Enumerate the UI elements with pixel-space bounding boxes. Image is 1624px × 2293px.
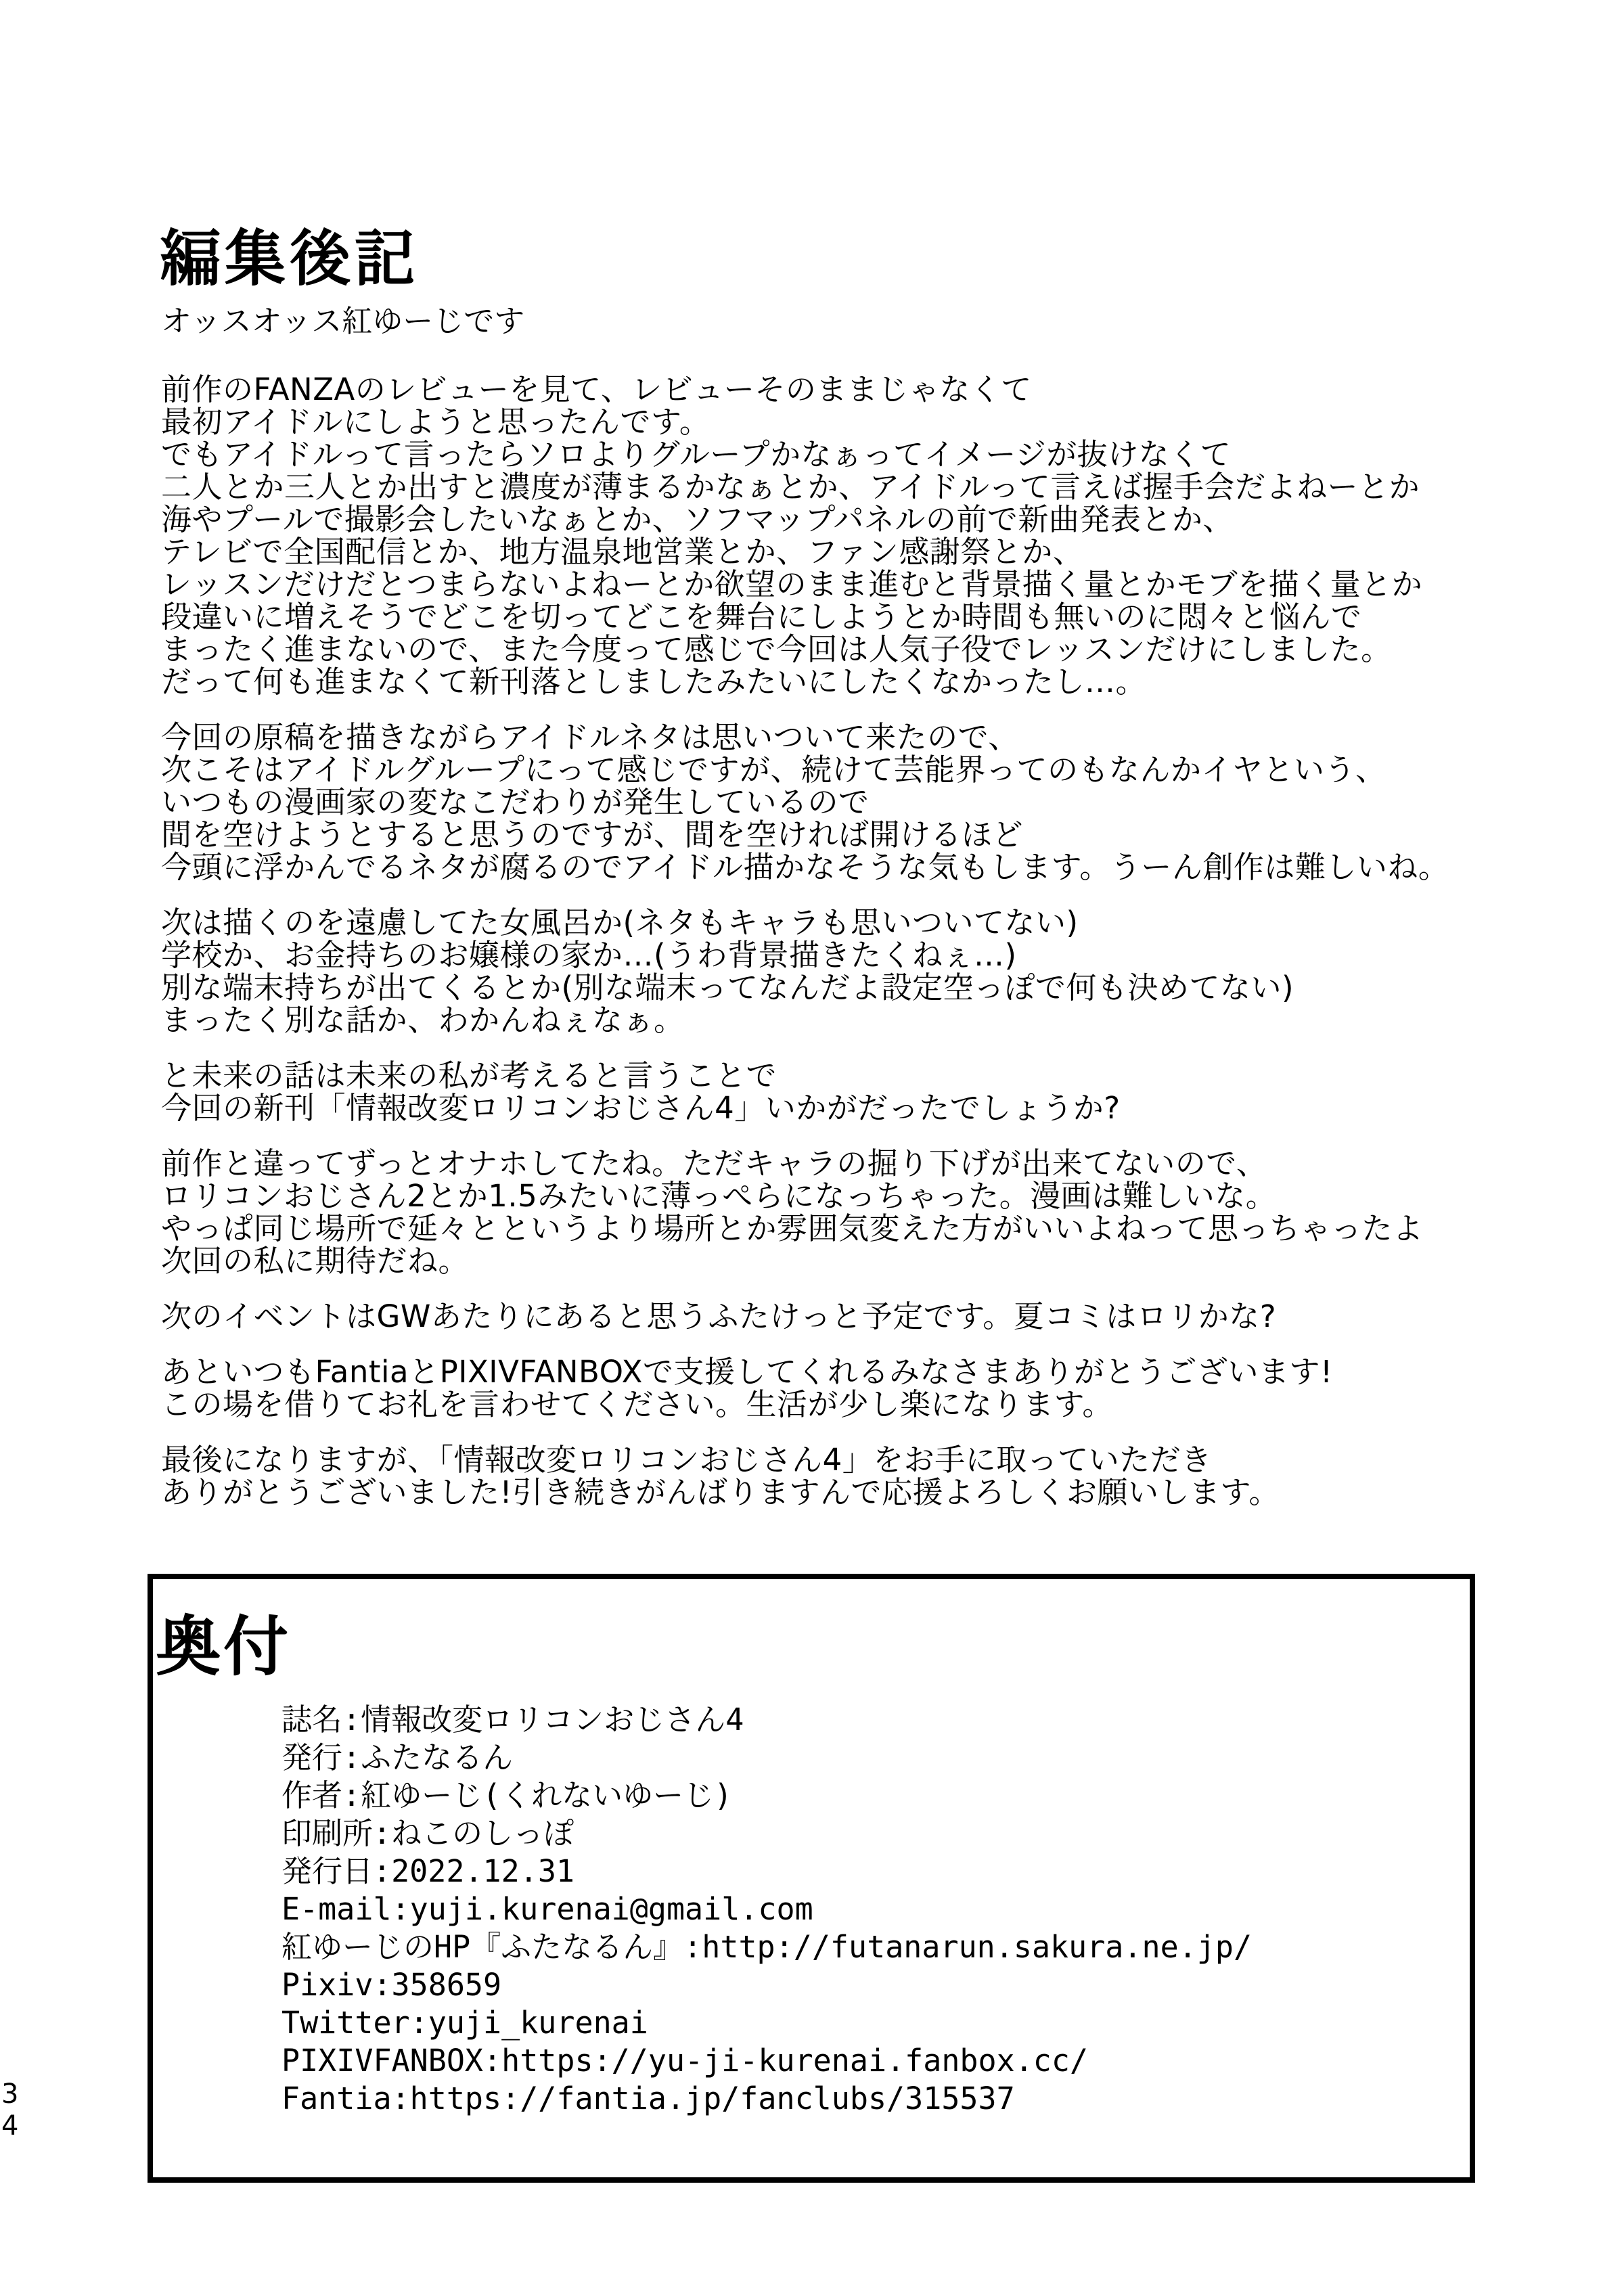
afterword-paragraph-5	[161, 1145, 1514, 1279]
afterword-line: 前作のFANZAのレビューを見て、レビューそのままじゃなくて	[161, 371, 1032, 407]
afterword-line: 次は描くのを遠慮してた女風呂か(ネタもキャラも思いついてない)	[161, 905, 1079, 940]
afterword-line: あといつもFantiaとPIXIVFANBOXで支援してくれるみなさまありがとうございます!	[161, 1354, 1333, 1390]
afterword-line: テレビで全国配信とか、地方温泉地営業とか、ファン感謝祭とか、	[161, 534, 1084, 570]
afterword-line: 段違いに増えそうでどこを切ってどこを舞台にしようとか時間も無いのに悶々と悩んで	[161, 599, 1362, 635]
colophon-entry-printer: 印刷所:ねこのしっぽ	[281, 1815, 574, 1851]
afterword-line: だって何も進まなくて新刊落としましたみたいにしたくなかったし…。	[161, 664, 1147, 700]
colophon-entry-publisher: 発行:ふたなるん	[281, 1740, 514, 1775]
afterword-line: ロリコンおじさん2とか1.5みたいに薄っぺらになっちゃった。漫画は難しいな。	[161, 1178, 1277, 1214]
afterword-paragraph-7	[161, 1356, 1514, 1421]
afterword-paragraph-3	[161, 907, 1514, 1037]
colophon-entry-fantia: Fantia:https://fantia.jp/fanclubs/315537	[281, 2081, 1015, 2116]
afterword-line: 海やプールで撮影会したいなぁとか、ソフマップパネルの前で新曲発表とか、	[161, 501, 1234, 537]
afterword-line: 学校か、お金持ちのお嬢様の家か…(うわ背景描きたくねぇ…)	[161, 937, 1017, 973]
afterword-line: 次こそはアイドルグループにって感じですが、続けて芸能界ってのもなんかイヤという、	[161, 752, 1386, 788]
afterword-line: 今頭に浮かんでるネタが腐るのでアイドル描かなそうな気もします。うーん創作は難しいね。	[161, 849, 1449, 885]
afterword-line: 今回の原稿を描きながらアイドルネタは思いついて来たので、	[161, 719, 1019, 755]
afterword-title: 編集後記	[160, 223, 420, 295]
afterword-line: 最後になりますが、「情報改変ロリコンおじさん4」をお手に取っていただき	[161, 1442, 1212, 1478]
afterword-line: 間を空けようとすると思うのですが、間を空ければ開けるほど	[161, 817, 1024, 853]
page-number-digit: 3	[1, 2079, 19, 2110]
afterword-line: まったく進まないので、また今度って感じで今回は人気子役でレッスンだけにしました。	[161, 631, 1392, 667]
colophon-entries	[281, 1701, 1470, 2118]
afterword-line: でもアイドルって言ったらソロよりグループかなぁってイメージが抜けなくて	[161, 436, 1232, 472]
afterword-paragraph-2	[161, 721, 1514, 884]
colophon-entry-author: 作者:紅ゆーじ(くれないゆーじ)	[281, 1777, 733, 1813]
colophon-box	[148, 1574, 1475, 2183]
afterword-line: 次回の私に期待だね。	[161, 1243, 470, 1279]
afterword-greeting: オッスオッス紅ゆーじです	[161, 303, 525, 339]
colophon-entry-email: E-mail:yuji.kurenai@gmail.com	[281, 1891, 813, 1927]
afterword-paragraph-1	[161, 373, 1514, 698]
afterword-line: やっぱ同じ場所で延々とというより場所とか雰囲気変えた方がいいよねって思っちゃったよ	[161, 1210, 1424, 1246]
afterword-line: ありがとうございました!引き続きがんばりますんで応援よろしくお願いします。	[161, 1474, 1280, 1510]
page-number	[1, 2079, 18, 2142]
afterword-body	[161, 373, 1514, 1532]
colophon-entry-pixivfanbox: PIXIVFANBOX:https://yu-ji-kurenai.fanbox.cc/	[281, 2043, 1089, 2079]
colophon-entry-pixiv: Pixiv:358659	[281, 1967, 502, 2003]
afterword-paragraph-8	[161, 1444, 1514, 1509]
afterword-line: 最初アイドルにしようと思ったんです。	[161, 404, 710, 440]
page-number-digit: 4	[1, 2110, 19, 2141]
afterword-line: と未来の話は未来の私が考えると言うことで	[161, 1058, 777, 1093]
afterword-line: まったく別な話か、わかんねぇなぁ。	[161, 1002, 685, 1038]
colophon-entry-date: 発行日:2022.12.31	[281, 1853, 575, 1889]
colophon-entry-title: 誌名:情報改変ロリコンおじさん4	[281, 1702, 744, 1738]
afterword-line: 別な端末持ちが出てくるとか(別な端末ってなんだよ設定空っぽで何も決めてない)	[161, 970, 1294, 1005]
afterword-line: 前作と違ってずっとオナホしてたね。ただキャラの掘り下げが出来てないので、	[161, 1145, 1267, 1181]
colophon-title: 奥付	[156, 1609, 291, 1685]
colophon-entry-twitter: Twitter:yuji_kurenai	[281, 2005, 648, 2041]
afterword-line: 次のイベントはGWあたりにあると思うふたけっと予定です。夏コミはロリかな?	[161, 1298, 1277, 1334]
afterword-paragraph-4	[161, 1060, 1514, 1125]
afterword-line: いつもの漫画家の変なこだわりが発生しているので	[161, 784, 870, 820]
afterword-line: 今回の新刊「情報改変ロリコンおじさん4」いかがだったでしょうか?	[161, 1090, 1121, 1126]
afterword-line: レッスンだけだとつまらないよねーとか欲望のまま進むと背景描く量とかモブを描く量とか	[161, 566, 1423, 602]
afterword-line: 二人とか三人とか出すと濃度が薄まるかなぁとか、アイドルって言えば握手会だよねーとか	[161, 469, 1420, 505]
afterword-line: この場を借りてお礼を言わせてください。生活が少し楽になります。	[161, 1386, 1113, 1422]
colophon-entry-homepage: 紅ゆーじのHP『ふたなるん』:http://futanarun.sakura.ne.jp/	[281, 1929, 1253, 1965]
afterword-paragraph-6	[161, 1300, 1514, 1333]
